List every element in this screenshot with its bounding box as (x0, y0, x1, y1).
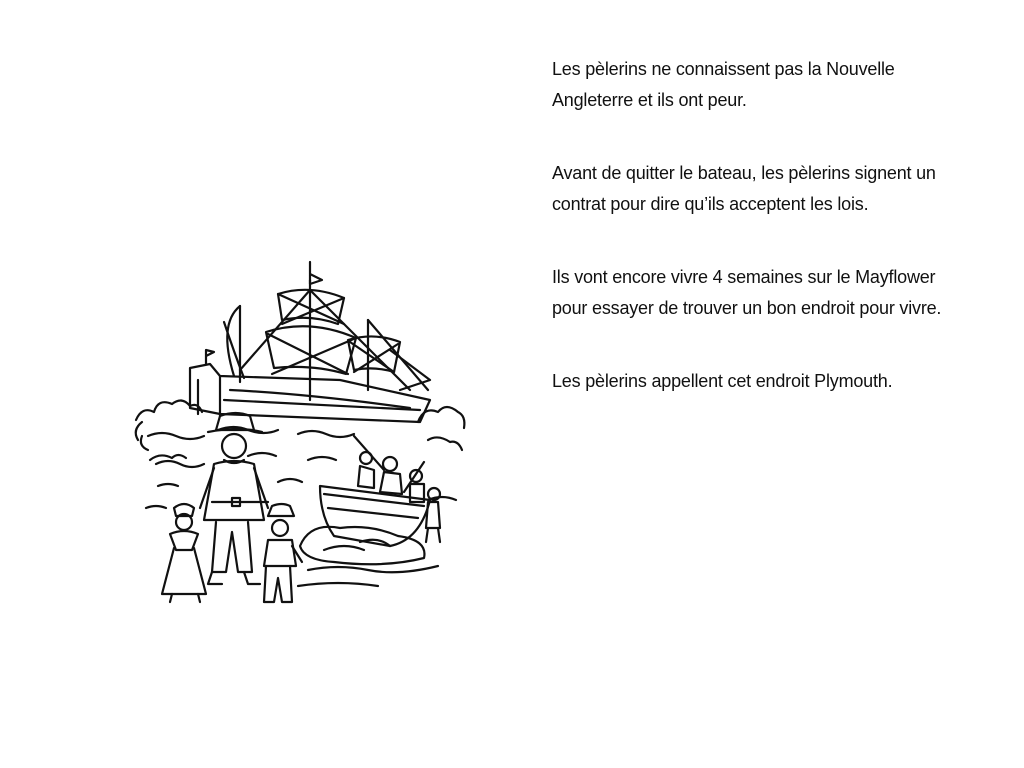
pilgrims-landing-illustration (128, 250, 478, 610)
paragraph-1: Les pèlerins ne connaissent pas la Nouvelle Angleterre et ils ont peur. (552, 59, 895, 110)
paragraph-2: Avant de quitter le bateau, les pèlerins signent un contrat pour dire qu’ils acceptent les lois. (552, 163, 936, 214)
text-column (552, 54, 952, 439)
paragraph-3: Ils vont encore vivre 4 semaines sur le Mayflower pour essayer de trouver un bon endroit pour vivre. (552, 267, 942, 318)
paragraph-4: Les pèlerins appellent cet endroit Plymouth. (552, 371, 893, 391)
